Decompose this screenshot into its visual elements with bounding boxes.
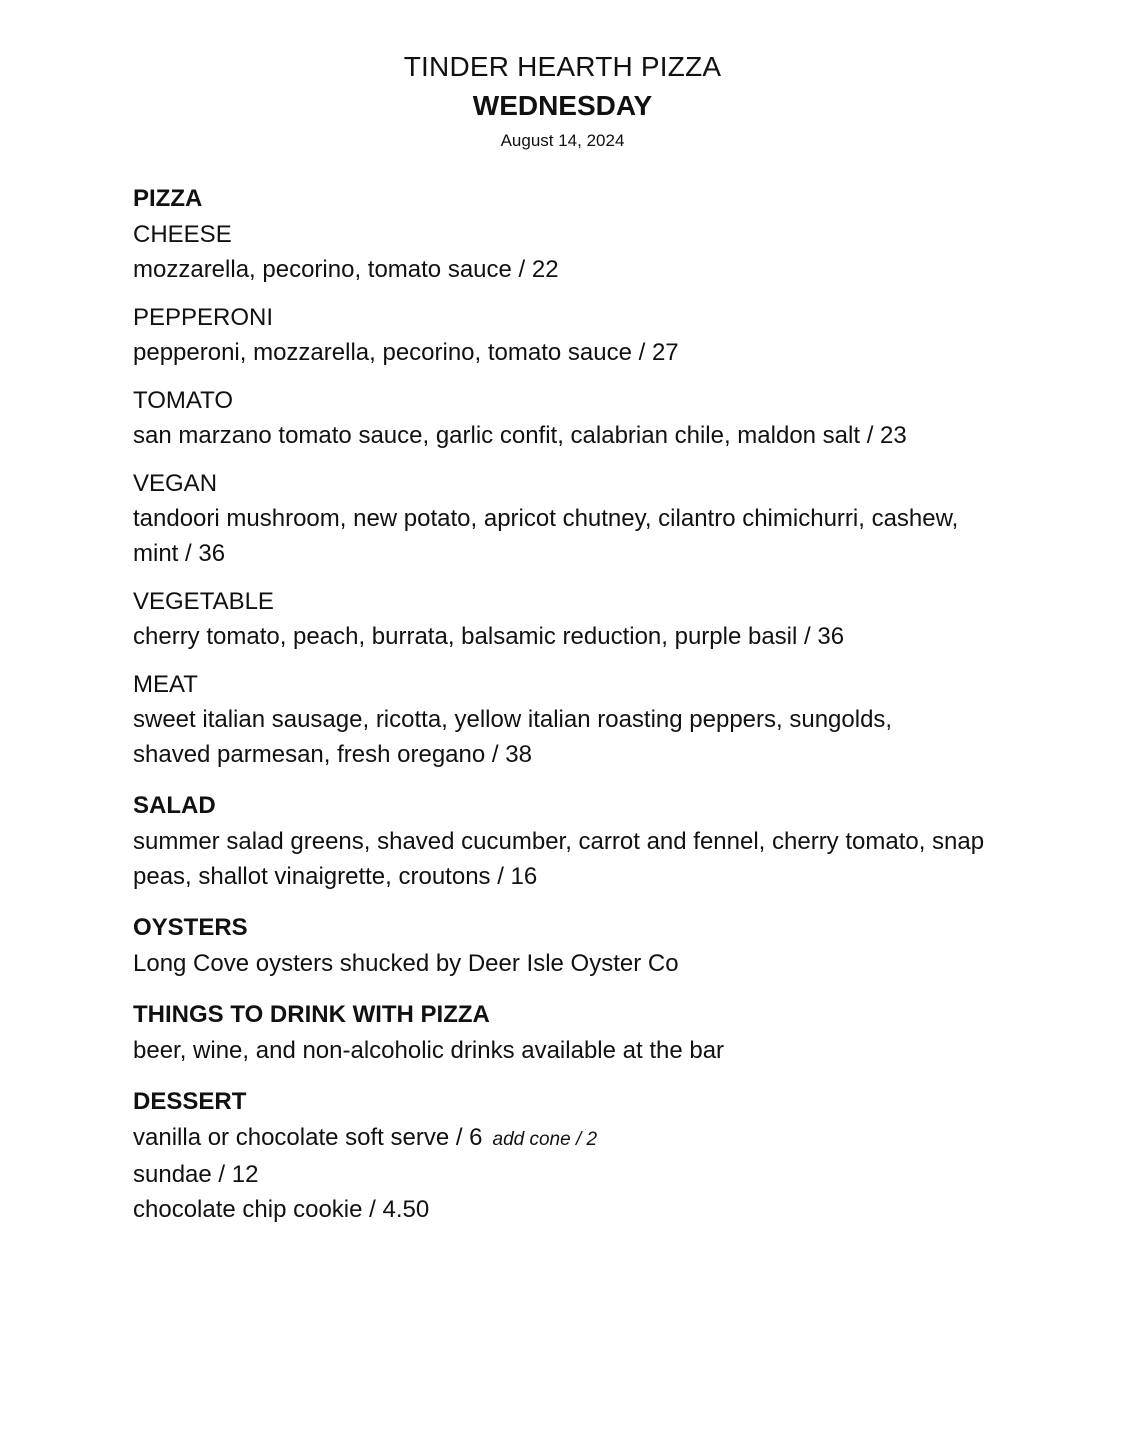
oysters-section-title: OYSTERS xyxy=(133,914,248,941)
drinks-section-title: THINGS TO DRINK WITH PIZZA xyxy=(133,1001,490,1028)
item-description: san marzano tomato sauce, garlic confit, calabrian chile, maldon salt / 23 xyxy=(133,422,907,449)
item-description: tandoori mushroom, new potato, apricot chutney, cilantro chimichurri, cashew, mint / 36 xyxy=(133,505,959,567)
salad-section xyxy=(133,788,1033,894)
item-description: mozzarella, pecorino, tomato sauce / 22 xyxy=(133,256,559,283)
item-description: sweet italian sausage, ricotta, yellow italian roasting peppers, sungolds, shaved parmesan, fresh oregano / 38 xyxy=(133,706,893,768)
menu-body xyxy=(133,181,1033,1243)
item-name: VEGAN xyxy=(133,470,218,497)
menu-item-tomato xyxy=(133,383,1033,453)
drinks-section xyxy=(133,997,1033,1068)
menu-item-vegetable xyxy=(133,584,1033,654)
menu-item-pepperoni xyxy=(133,300,1033,370)
salad-description: summer salad greens, shaved cucumber, carrot and fennel, cherry tomato, snap peas, shallot vinaigrette, croutons / 16 xyxy=(133,828,985,890)
menu-item-cheese xyxy=(133,217,1033,287)
oysters-description: Long Cove oysters shucked by Deer Isle Oyster Co xyxy=(133,950,679,977)
restaurant-name: TINDER HEARTH PIZZA xyxy=(403,51,722,82)
menu-date: August 14, 2024 xyxy=(500,131,625,150)
dessert-item-soft-serve xyxy=(133,1120,1033,1157)
oysters-section xyxy=(133,910,1033,981)
add-cone-note: add cone / 2 xyxy=(492,1129,598,1150)
item-name: CHEESE xyxy=(133,221,232,248)
pizza-section-title: PIZZA xyxy=(133,185,203,212)
item-description: cherry tomato, peach, burrata, balsamic reduction, purple basil / 36 xyxy=(133,623,845,650)
item-name: PEPPERONI xyxy=(133,304,274,331)
pizza-section xyxy=(133,181,1033,772)
menu-item-meat xyxy=(133,667,1033,772)
drinks-description: beer, wine, and non-alcoholic drinks available at the bar xyxy=(133,1037,725,1064)
item-name: MEAT xyxy=(133,671,198,698)
salad-section-title: SALAD xyxy=(133,792,216,819)
item-description: vanilla or chocolate soft serve / 6 xyxy=(133,1124,483,1151)
dessert-item-cookie: chocolate chip cookie / 4.50 xyxy=(133,1196,430,1223)
menu-header xyxy=(0,48,1125,154)
menu-item-vegan xyxy=(133,466,1033,571)
dessert-section xyxy=(133,1084,1033,1227)
item-description: pepperoni, mozzarella, pecorino, tomato sauce / 27 xyxy=(133,339,679,366)
dessert-item-sundae: sundae / 12 xyxy=(133,1161,259,1188)
menu-day: WEDNESDAY xyxy=(472,90,653,121)
item-name: TOMATO xyxy=(133,387,234,414)
item-name: VEGETABLE xyxy=(133,588,274,615)
dessert-section-title: DESSERT xyxy=(133,1088,247,1115)
